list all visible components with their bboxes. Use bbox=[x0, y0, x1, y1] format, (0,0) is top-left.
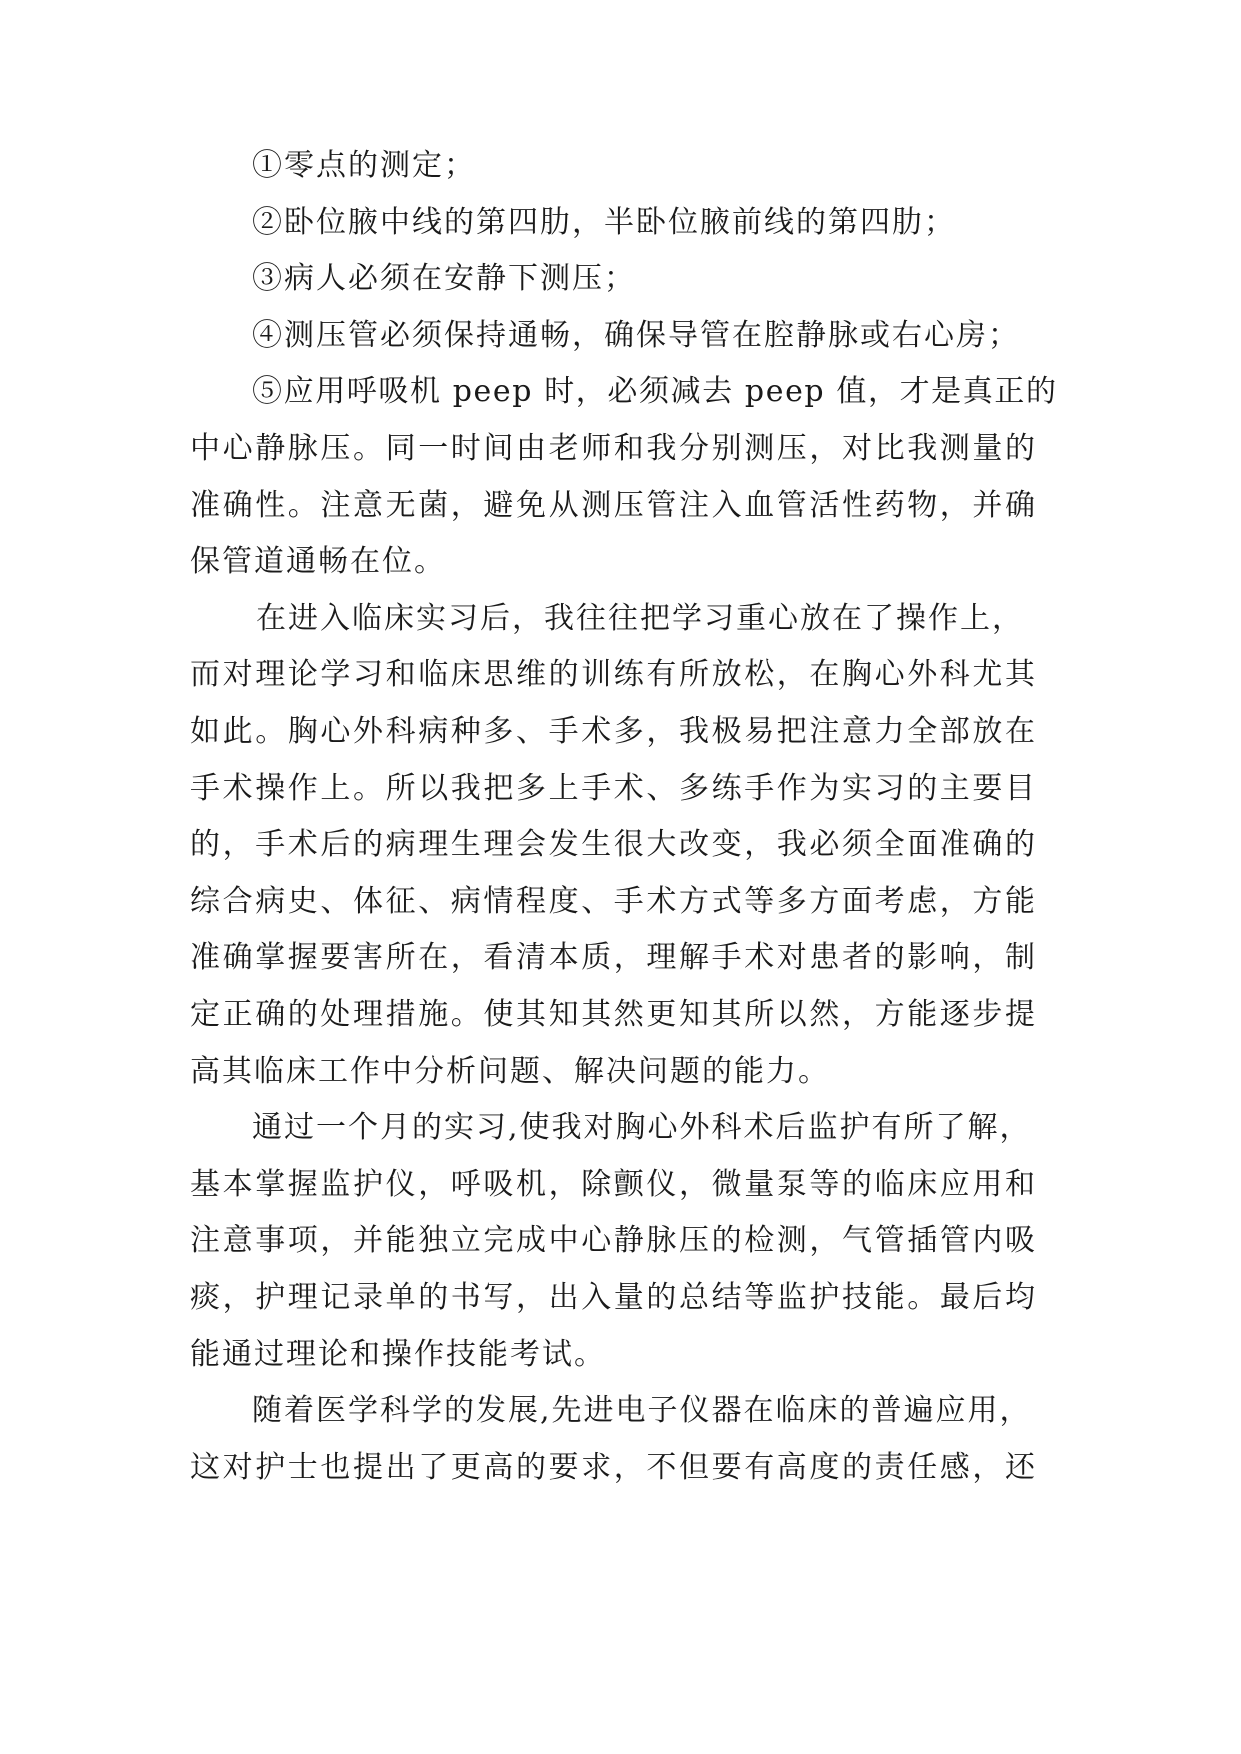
text-line: 基本掌握监护仪，呼吸机，除颤仪，微量泵等的临床应用和 bbox=[190, 1167, 1038, 1202]
text-line: ①零点的测定； bbox=[252, 148, 476, 183]
text-line: 通过一个月的实习,使我对胸心外科术后监护有所了解， bbox=[252, 1110, 1032, 1145]
text-line: 综合病史、体征、病情程度、手术方式等多方面考虑，方能 bbox=[190, 884, 1038, 919]
text-line: ④测压管必须保持通畅，确保导管在腔静脉或右心房； bbox=[252, 318, 1020, 353]
text-line: 而对理论学习和临床思维的训练有所放松，在胸心外科尤其 bbox=[190, 657, 1038, 692]
text-line: ③病人必须在安静下测压； bbox=[252, 261, 636, 296]
text-line: ⑤应用呼吸机 peep 时，必须减去 peep 值，才是真正的 bbox=[252, 374, 1058, 409]
text-line: 中心静脉压。同一时间由老师和我分别测压，对比我测量的 bbox=[190, 431, 1038, 466]
text-line: 注意事项，并能独立完成中心静脉压的检测，气管插管内吸 bbox=[190, 1223, 1038, 1258]
text-line: 如此。胸心外科病种多、手术多，我极易把注意力全部放在 bbox=[190, 714, 1038, 749]
text-line: 痰，护理记录单的书写，出入量的总结等监护技能。最后均 bbox=[190, 1280, 1038, 1315]
text-line: ②卧位腋中线的第四肋，半卧位腋前线的第四肋； bbox=[252, 205, 956, 240]
text-line: 这对护士也提出了更高的要求，不但要有高度的责任感，还 bbox=[190, 1450, 1038, 1485]
text-line: 随着医学科学的发展,先进电子仪器在临床的普遍应用， bbox=[252, 1393, 1032, 1428]
text-line: 能通过理论和操作技能考试。 bbox=[190, 1337, 606, 1372]
text-line: 准确掌握要害所在，看清本质，理解手术对患者的影响，制 bbox=[190, 940, 1038, 975]
text-line: 手术操作上。所以我把多上手术、多练手作为实习的主要目 bbox=[190, 771, 1038, 806]
text-line: 准确性。注意无菌，避免从测压管注入血管活性药物，并确 bbox=[190, 488, 1038, 523]
text-line: 保管道通畅在位。 bbox=[190, 544, 446, 579]
text-line: 的，手术后的病理生理会发生很大改变，我必须全面准确的 bbox=[190, 827, 1038, 862]
text-line: 定正确的处理措施。使其知其然更知其所以然，方能逐步提 bbox=[190, 997, 1038, 1032]
text-line: 在进入临床实习后，我往往把学习重心放在了操作上， bbox=[256, 601, 1024, 636]
text-line: 高其临床工作中分析问题、解决问题的能力。 bbox=[190, 1054, 830, 1089]
